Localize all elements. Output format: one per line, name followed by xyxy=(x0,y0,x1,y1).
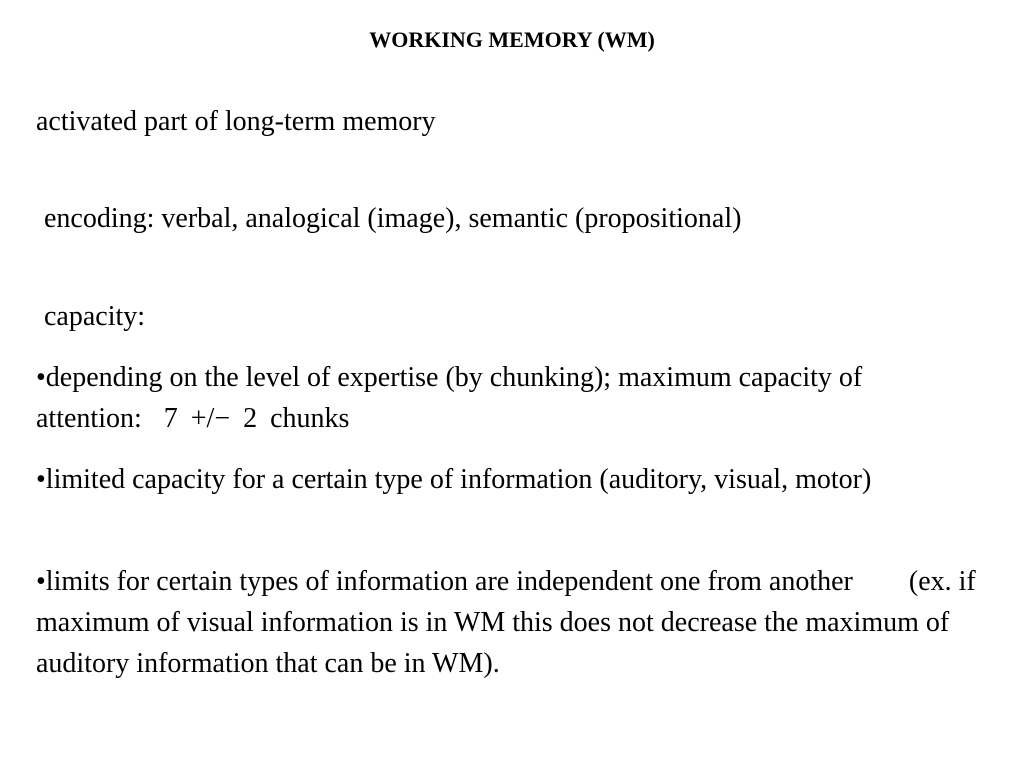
encoding-text: encoding: verbal, analogical (image), semantic (propositional) xyxy=(44,203,742,234)
bullet-expertise xyxy=(36,357,896,439)
bullet-independent-limits-example: (ex. if maximum of visual information is in WM this does not decrease the maximum of auditory information that can be in WM). xyxy=(36,566,976,679)
bullet-independent-limits-lead: •limits for certain types of information are independent one from another xyxy=(36,566,853,597)
bullet-limited-capacity-text: •limited capacity for a certain type of information (auditory, visual, motor) xyxy=(36,464,872,495)
slide-title: WORKING MEMORY (WM) xyxy=(369,27,655,52)
capacity-heading: capacity: xyxy=(44,301,146,332)
bullet-independent-limits xyxy=(36,561,996,684)
bullet-limited-capacity xyxy=(36,459,976,500)
definition-text: activated part of long-term memory xyxy=(36,106,436,137)
bullet-expertise-text: •depending on the level of expertise (by chunking); maximum capacity of attention: xyxy=(36,362,863,434)
chunks-value: 7 +/− 2 chunks xyxy=(163,403,350,434)
